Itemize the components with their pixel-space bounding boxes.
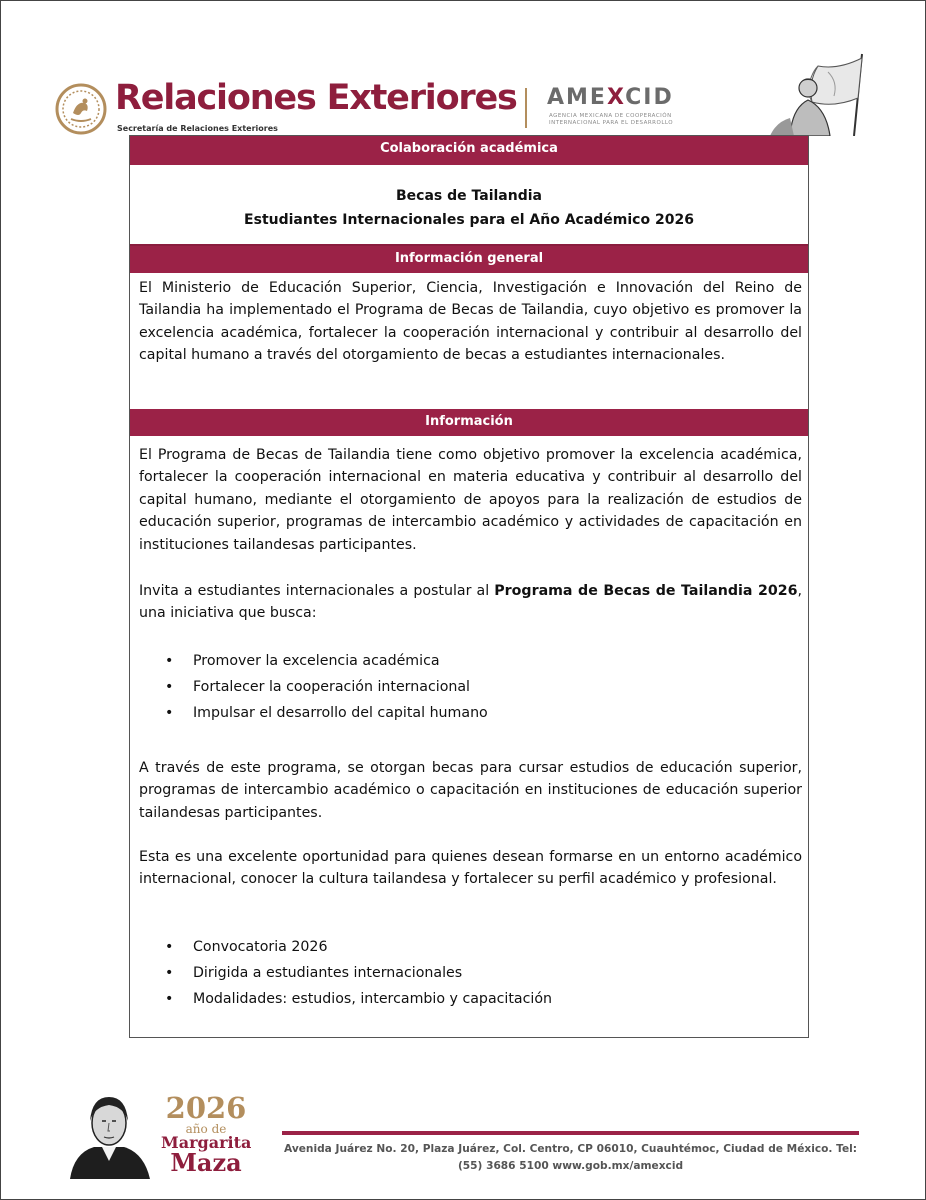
highlights-list <box>165 934 552 1012</box>
year-number: 2026 <box>165 1091 247 1125</box>
info-paragraph-1: El Programa de Becas de Tailandia tiene como objetivo promover la excelencia académica, fortalecer la cooperación internacional en materia educativa y contribuir al desarrollo del capital humano, mediante el otorgamiento de apoyos para la realización de estudios de educación superior, programas de intercambio académico y actividades de capacitación en instituciones tailandesas participantes. <box>139 447 802 553</box>
list-item: • Promover la excelencia académica <box>165 648 488 674</box>
margarita-maza-portrait <box>64 1091 154 1179</box>
info-paragraph-2 <box>139 580 802 625</box>
footer-divider <box>282 1131 859 1135</box>
document-title <box>130 184 808 232</box>
amexcid-logo <box>547 85 674 110</box>
info-paragraph-3: A través de este programa, se otorgan becas para cursar estudios de educación superior, programas de intercambio académico o capacitación en instituciones de educación superior tailandesas participantes. <box>139 760 802 821</box>
list-item: • Fortalecer la cooperación internacional <box>165 674 488 700</box>
band-informacion-general: Información general <box>130 244 808 273</box>
list-item: • Modalidades: estudios, intercambio y capacitación <box>165 986 552 1012</box>
amexcid-x: X <box>606 85 626 110</box>
goals-list <box>165 648 488 726</box>
amexcid-prefix: AME <box>547 85 607 110</box>
program-name-bold: Programa de Becas de Tailandia 2026 <box>494 583 798 599</box>
list-item: • Dirigida a estudiantes internacionales <box>165 960 552 986</box>
header-divider <box>525 88 527 128</box>
info-paragraph-4: Esta es una excelente oportunidad para quienes desean formarse en un entorno académico internacional, conocer la cultura tailandesa y fortalecer su perfil académico y profesional. <box>139 849 802 888</box>
info-paragraph-2-pre: Invita a estudiantes internacionales a postular al <box>139 583 495 599</box>
year-sub: año de <box>185 1122 227 1136</box>
address-line-1: Avenida Juárez No. 20, Plaza Juárez, Col. Centro, CP 06010, Cuauhtémoc, Ciudad de México. Tel: <box>284 1143 857 1155</box>
amexcid-sub-line1: AGENCIA MEXICANA DE COOPERACIÓN <box>549 113 672 119</box>
amexcid-suffix: CID <box>625 85 674 110</box>
name-line-1: Margarita <box>161 1133 252 1152</box>
footer-address <box>282 1141 859 1175</box>
band-informacion: Información <box>130 409 808 436</box>
content-box <box>129 135 809 1038</box>
national-seal-icon <box>55 83 107 135</box>
address-line-2: (55) 3686 5100 www.gob.mx/amexcid <box>457 1160 684 1172</box>
info-paragraph-2-post: , una iniciativa que busca: <box>139 583 803 622</box>
amexcid-sub-line2: INTERNACIONAL PARA EL DESARROLLO <box>549 120 674 126</box>
flag-woman-illustration <box>768 52 872 136</box>
name-line-2: Maza <box>170 1148 242 1177</box>
list-item: • Convocatoria 2026 <box>165 934 552 960</box>
amexcid-subtitle <box>549 113 673 127</box>
title-line-2: Estudiantes Internacionales para el Año Académico 2026 <box>244 212 694 228</box>
year-logo <box>161 1093 251 1175</box>
brand-title: Relaciones Exteriores <box>115 78 517 118</box>
title-line-1: Becas de Tailandia <box>396 188 542 204</box>
brand-subtitle: Secretaría de Relaciones Exteriores <box>117 124 278 133</box>
band-colaboracion: Colaboración académica <box>130 136 808 165</box>
general-paragraph: El Ministerio de Educación Superior, Ciencia, Investigación e Innovación del Reino de Tailandia ha implementado el Programa de Becas de Tailandia, cuyo objetivo es promover la excelencia académica, fortalecer la cooperación internacional y contribuir al desarrollo del capital humano a través del otorgamiento de becas a estudiantes internacionales. <box>139 280 802 364</box>
list-item: • Impulsar el desarrollo del capital humano <box>165 700 488 726</box>
